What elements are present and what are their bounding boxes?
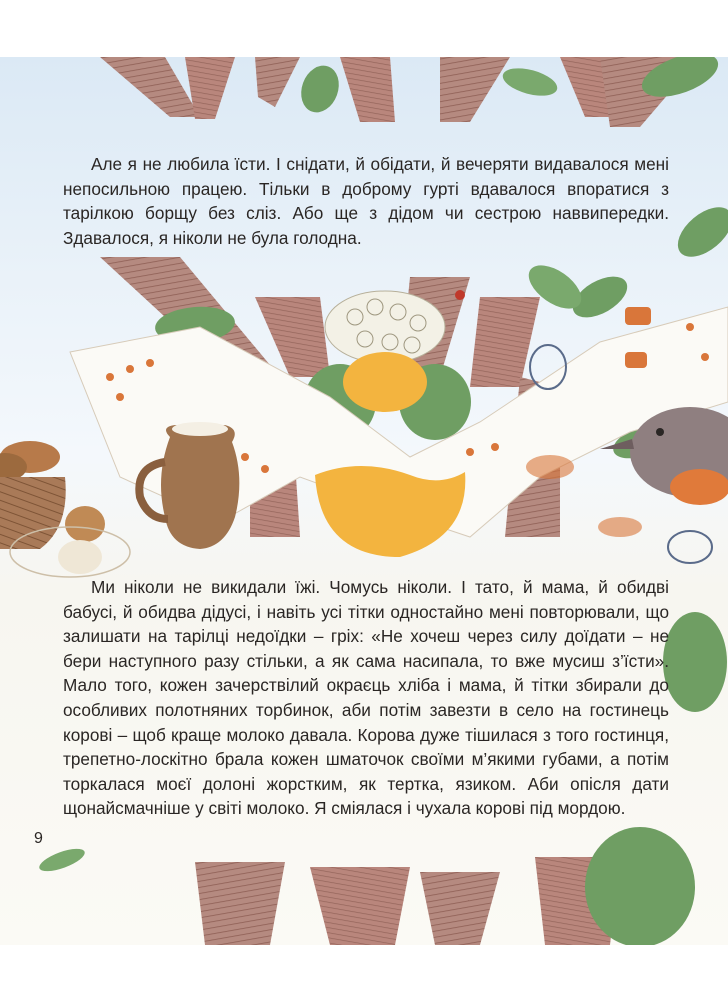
book-page <box>0 57 728 945</box>
small-leaf <box>37 844 88 875</box>
top-branches <box>100 57 724 127</box>
page-number: 9 <box>34 830 43 847</box>
bread-basket <box>0 441 130 577</box>
bottom-branches <box>195 827 695 945</box>
paragraph-top: Але я не любила їсти. І снідати, й обідати, й вечеряти видавалося мені непосильною працею. Тільки в доброму гурті вдавалося впоратися з тарілкою борщу без сліз. Або ще з дідом чи сестрою наввипередки. Здавалося, я ніколи не була голодна. <box>63 154 669 248</box>
paragraph-bottom: Ми ніколи не викидали їжі. Чомусь ніколи. І тато, й мама, й обидві бабусі, й обидва дідусі, і навіть усі тітки одностайно мені повторювали, що залишати на тарілці недоїдки – гріх: «Не хочеш через силу доїдати – не бери наступного разу стільки, а як сама насипала, то вже мусиш з’їсти». Мало того, кожен зачерствілий окраєць хліба і мама, й тітки збирали до особливих полотняних торбинок, аби потім завезти в село на гостинець корові – щоб краще молоко давала. Корова дуже тішилася з того гостинця, трепетно-лоскітно брала кожен шматочок своїми м’якими губами, а потім торкалася моєї долоні жорстким, як тертка, язиком. Аби опісля дати щонайсмачніше у світі молоко. Я сміялася і чухала корові під мордою. <box>63 577 669 819</box>
